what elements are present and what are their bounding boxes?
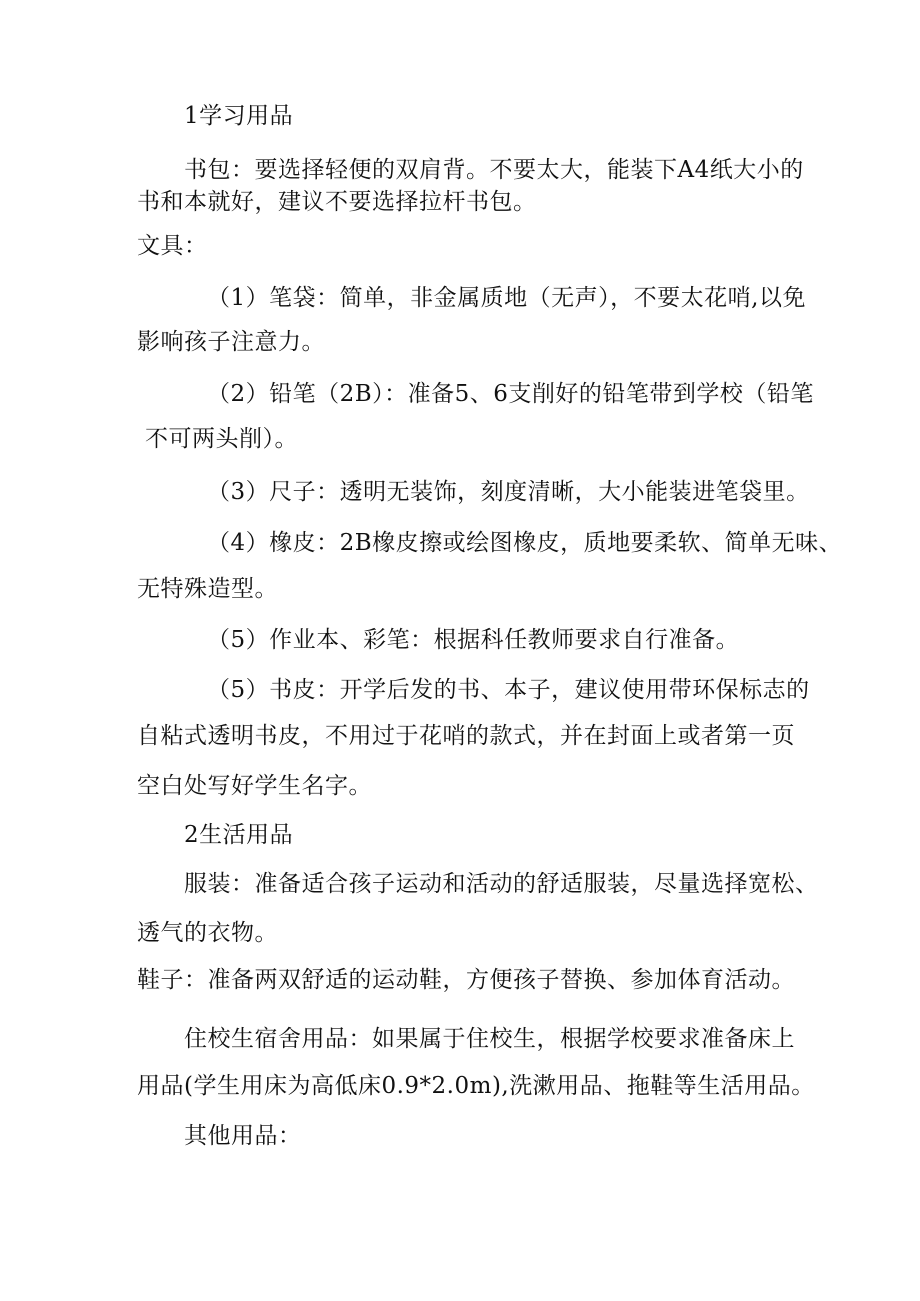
shoes-line-1: 鞋子：准备两双舒适的运动鞋，方便孩子替换、参加体育活动。	[137, 967, 795, 993]
item6-line-2: 自粘式透明书皮，不用过于花哨的款式，并在封面上或者第一页	[137, 723, 795, 749]
stationery-title: 文具：	[137, 233, 208, 259]
item3-line-1: （3）尺子：透明无装饰，刻度清晰，大小能装进笔袋里。	[207, 479, 810, 505]
item2-line-1: （2）铅笔（2B）：准备5、6支削好的铅笔带到学校（铅笔	[207, 381, 814, 407]
clothes-line-2: 透气的衣物。	[137, 920, 278, 946]
item4-line-2: 无特殊造型。	[137, 576, 278, 602]
other-title: 其他用品：	[184, 1123, 302, 1149]
item6-line-3: 空白处写好学生名字。	[137, 773, 372, 799]
section-life-title: 2生活用品	[184, 822, 294, 848]
item4-line-1: （4）橡皮：2B橡皮擦或绘图橡皮，质地要柔软、简单无味、	[207, 530, 843, 556]
item6-line-1: （5）书皮：开学后发的书、本子，建议使用带环保标志的	[207, 677, 810, 703]
section-study-title: 1学习用品	[184, 103, 294, 129]
bag-paragraph-line-2: 书和本就好，建议不要选择拉杆书包。	[137, 189, 537, 215]
item1-line-1: （1）笔袋：简单，非金属质地（无声），不要太花哨,以免	[207, 285, 806, 311]
clothes-line-1: 服装：准备适合孩子运动和活动的舒适服装，尽量选择宽松、	[184, 871, 819, 897]
item2-line-2: 不可两头削）。	[145, 426, 298, 452]
bag-paragraph-line-1: 书包：要选择轻便的双肩背。不要太大，能装下A4纸大小的	[184, 157, 804, 183]
dorm-line-2: 用品(学生用床为高低床0.9*2.0m),洗漱用品、拖鞋等生活用品。	[137, 1073, 815, 1099]
item1-line-2: 影响孩子注意力。	[137, 329, 325, 355]
dorm-line-1: 住校生宿舍用品：如果属于住校生，根据学校要求准备床上	[184, 1026, 795, 1052]
item5-line-1: （5）作业本、彩笔：根据科任教师要求自行准备。	[207, 627, 740, 653]
